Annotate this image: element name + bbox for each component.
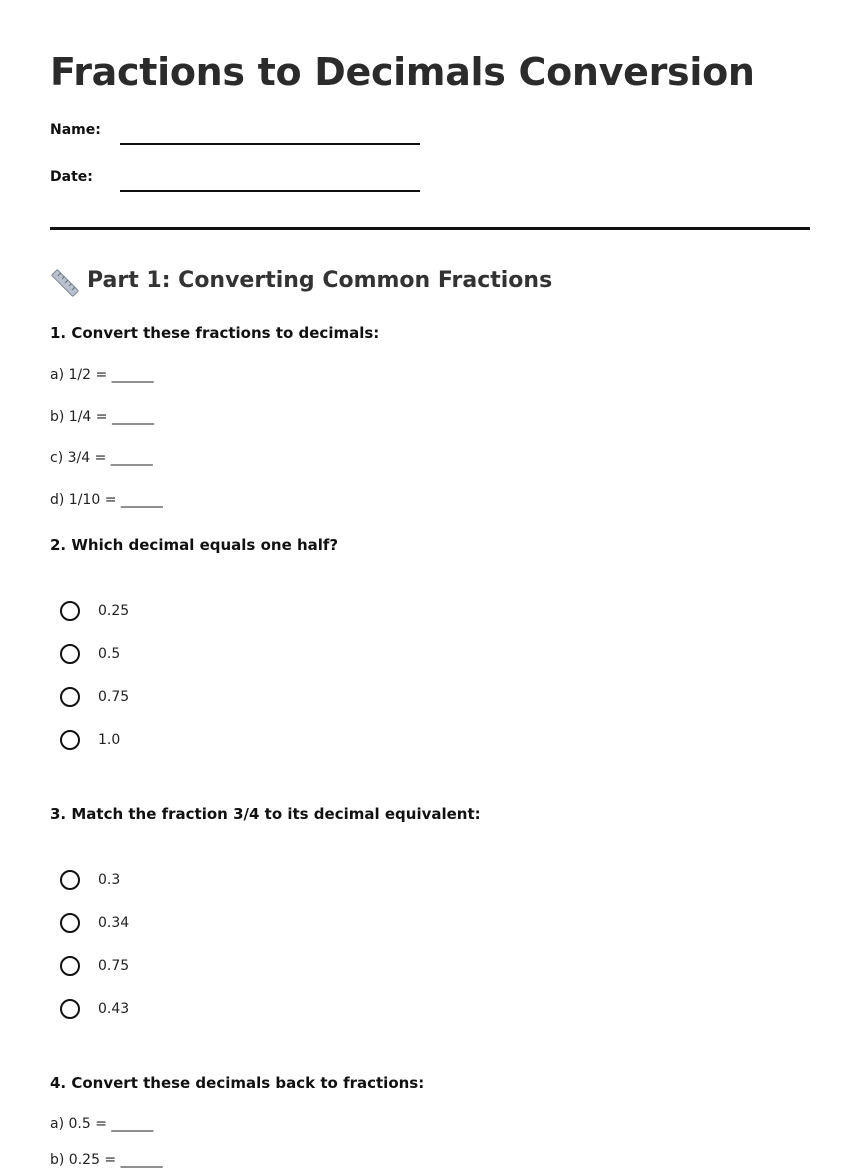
option-label: 0.25: [98, 603, 130, 619]
radio-button[interactable]: [60, 956, 80, 976]
radio-button[interactable]: [60, 870, 80, 890]
q1-item-d[interactable]: d) 1/10 = ______: [50, 492, 163, 508]
q1-item-a[interactable]: a) 1/2 = ______: [50, 367, 154, 383]
question-4-prompt: 4. Convert these decimals back to fractions:: [50, 1074, 425, 1092]
option-label: 0.34: [98, 915, 130, 931]
q3-option-3[interactable]: [60, 956, 360, 980]
option-label: 0.43: [98, 1001, 130, 1017]
radio-button[interactable]: [60, 913, 80, 933]
option-label: 0.3: [98, 872, 121, 888]
q2-option-3[interactable]: [60, 687, 360, 711]
q1-item-c[interactable]: c) 3/4 = ______: [50, 450, 153, 466]
q4-item-a[interactable]: a) 0.5 = ______: [50, 1116, 154, 1132]
q3-option-4[interactable]: [60, 999, 360, 1023]
radio-button[interactable]: [60, 601, 80, 621]
section-title: Part 1: Converting Common Fractions: [87, 268, 553, 293]
q2-option-1[interactable]: [60, 601, 360, 625]
page-title: Fractions to Decimals Conversion: [50, 50, 755, 94]
date-field[interactable]: [50, 169, 470, 193]
q2-option-4[interactable]: [60, 730, 360, 754]
radio-button[interactable]: [60, 730, 80, 750]
option-label: 0.5: [98, 646, 121, 662]
q1-item-b[interactable]: b) 1/4 = ______: [50, 409, 154, 425]
option-label: 0.75: [98, 689, 130, 705]
name-field[interactable]: [50, 122, 470, 146]
q3-option-1[interactable]: [60, 870, 360, 894]
option-label: 0.75: [98, 958, 130, 974]
name-blank-line[interactable]: [120, 143, 420, 145]
radio-button[interactable]: [60, 687, 80, 707]
question-1-prompt: 1. Convert these fractions to decimals:: [50, 324, 380, 342]
radio-button[interactable]: [60, 644, 80, 664]
header-divider: [50, 227, 810, 230]
question-2-prompt: 2. Which decimal equals one half?: [50, 536, 339, 554]
q4-item-b[interactable]: b) 0.25 = ______: [50, 1152, 163, 1168]
radio-button[interactable]: [60, 999, 80, 1019]
q2-option-2[interactable]: [60, 644, 360, 668]
date-label: Date:: [50, 169, 93, 185]
question-3-prompt: 3. Match the fraction 3/4 to its decimal equivalent:: [50, 805, 481, 823]
name-label: Name:: [50, 122, 101, 138]
ruler-icon: [50, 268, 80, 298]
date-blank-line[interactable]: [120, 190, 420, 192]
option-label: 1.0: [98, 732, 121, 748]
q3-option-2[interactable]: [60, 913, 360, 937]
